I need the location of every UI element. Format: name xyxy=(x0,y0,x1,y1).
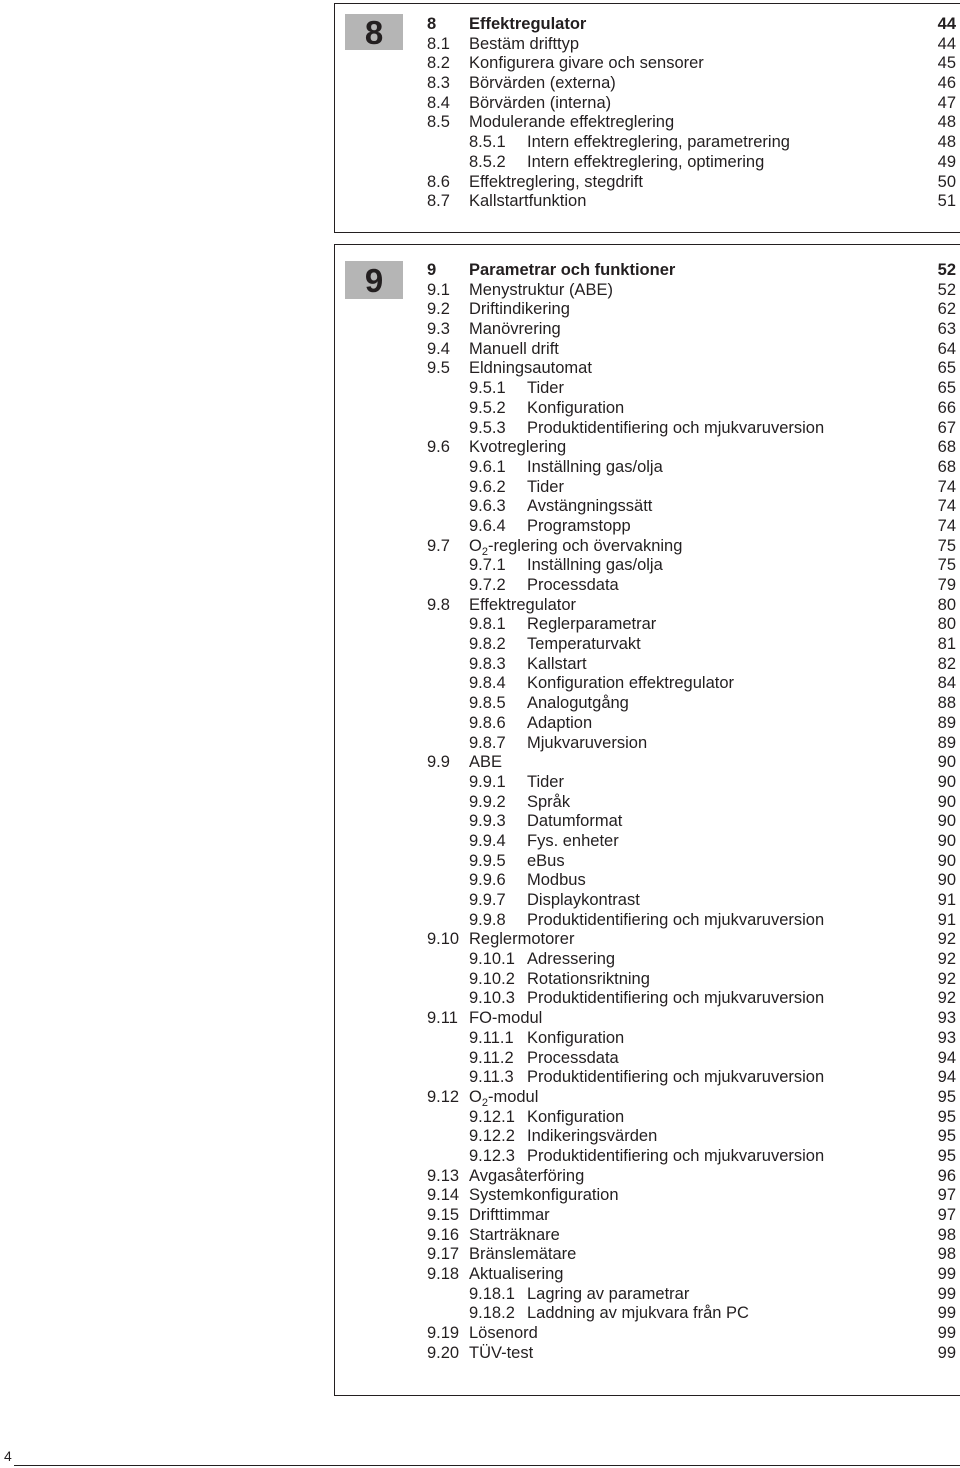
toc-entry-title: Adressering xyxy=(527,950,616,969)
toc-entry[interactable] xyxy=(427,133,956,153)
toc-entry-page: 74 xyxy=(937,497,956,516)
toc-entry-page: 89 xyxy=(937,713,956,732)
toc-entry-number: 9.14 xyxy=(427,1186,460,1205)
toc-entry[interactable] xyxy=(427,1344,956,1364)
toc-entry[interactable] xyxy=(427,970,956,990)
toc-entry-page: 44 xyxy=(937,15,956,33)
toc-entry[interactable] xyxy=(427,54,956,74)
toc-entry-number: 9.9.5 xyxy=(469,851,506,870)
toc-entry-title: Indikeringsvärden xyxy=(527,1127,658,1146)
toc-entry-page: 97 xyxy=(937,1206,956,1224)
toc-entry-number: 9.5 xyxy=(427,359,450,378)
toc-entry-title-prefix: O xyxy=(469,536,482,555)
toc-entry-title: Modulerande effektreglering xyxy=(469,113,675,132)
toc-entry-number: 9.5.2 xyxy=(469,398,506,417)
toc-entry[interactable] xyxy=(427,1186,956,1206)
toc-entry-page: 96 xyxy=(937,1166,956,1185)
toc-entry-page: 94 xyxy=(937,1068,956,1087)
toc-entry-page: 65 xyxy=(937,359,956,378)
toc-entry-page: 97 xyxy=(937,1186,956,1205)
toc-entry-title: Effektreglering, stegdrift xyxy=(469,172,643,191)
toc-entry-page: 75 xyxy=(937,556,956,575)
toc-entry-title: Kvotreglering xyxy=(469,438,567,457)
toc-entry-page: 90 xyxy=(937,772,956,791)
toc-entry-number: 9.9 xyxy=(427,753,450,772)
toc-entry-number: 9.9.2 xyxy=(469,792,506,811)
toc-chapter-heading[interactable] xyxy=(427,261,956,281)
toc-entry-number: 9.8.3 xyxy=(469,654,506,673)
toc-entry[interactable] xyxy=(427,1147,956,1167)
toc-entry[interactable] xyxy=(427,576,956,596)
toc-entry[interactable] xyxy=(427,497,956,517)
toc-entry-page: 92 xyxy=(937,969,956,988)
chapter-tab: 8 xyxy=(345,14,403,50)
toc-entry[interactable] xyxy=(427,635,956,655)
toc-entry-page: 80 xyxy=(937,615,956,634)
toc-entry[interactable] xyxy=(427,1245,956,1265)
toc-entry-page: 74 xyxy=(937,477,956,496)
toc-entry-number: 9.10 xyxy=(427,930,460,949)
toc-entry[interactable] xyxy=(427,655,956,675)
toc-entry[interactable] xyxy=(427,379,956,399)
toc-entry-title: Manövrering xyxy=(469,320,561,339)
toc-entry-page: 45 xyxy=(937,54,956,73)
toc-entry-page: 99 xyxy=(937,1304,956,1323)
toc-entry[interactable] xyxy=(427,753,956,773)
toc-entry[interactable] xyxy=(427,1226,956,1246)
toc-entry-title: Kallstartfunktion xyxy=(469,192,587,211)
toc-entry-number: 9.2 xyxy=(427,300,450,319)
toc-entry-title: Lagring av parametrar xyxy=(527,1284,690,1303)
toc-entry-page: 92 xyxy=(937,989,956,1008)
toc-entry-number: 9.9.3 xyxy=(469,812,506,831)
toc-entry-page: 52 xyxy=(937,261,956,279)
toc-entry-number: 9.7 xyxy=(427,536,450,555)
toc-entry-title: FO-modul xyxy=(469,1009,543,1028)
toc-entry-number: 9.7.1 xyxy=(469,556,506,575)
toc-entry-number: 8 xyxy=(427,15,437,33)
toc-entry-page: 52 xyxy=(937,280,956,299)
toc-entry-title-subscript: 2 xyxy=(481,1096,488,1109)
chapter-tab: 9 xyxy=(345,261,403,299)
toc-entry-number: 9.4 xyxy=(427,339,450,358)
toc-entry[interactable] xyxy=(427,359,956,379)
toc-entry-title-text: -reglering och övervakning xyxy=(487,536,683,555)
toc-entry-title: Intern effektreglering, optimering xyxy=(527,152,765,171)
toc-entry-number: 9.11.2 xyxy=(469,1048,514,1067)
toc-entry-page: 90 xyxy=(937,753,956,772)
toc-entry-title: eBus xyxy=(527,851,565,870)
toc-entry-title: Modbus xyxy=(527,871,586,890)
toc-entry-page: 90 xyxy=(937,831,956,850)
toc-entry-number: 9.5.3 xyxy=(469,418,506,437)
toc-entry-title: Adaption xyxy=(527,713,593,732)
toc-entry-number: 9.8.1 xyxy=(469,615,506,634)
toc-entry-number: 9.7.2 xyxy=(469,576,506,594)
toc-entry[interactable] xyxy=(427,281,956,301)
toc-entry-title: Produktidentifiering och mjukvaruversion xyxy=(527,989,825,1008)
toc-entry-title: Aktualisering xyxy=(469,1265,564,1284)
toc-entry-number: 9.11 xyxy=(427,1009,458,1028)
toc-entry[interactable] xyxy=(427,438,956,458)
toc-entry-title-prefix: O xyxy=(469,1087,482,1106)
toc-entry-title: Reglerparametrar xyxy=(527,615,657,634)
toc-entry[interactable] xyxy=(427,478,956,498)
toc-entry-page: 93 xyxy=(937,1009,956,1028)
toc-entry[interactable] xyxy=(427,419,956,439)
toc-entry[interactable] xyxy=(427,74,956,94)
toc-entry-page: 82 xyxy=(937,654,956,673)
toc-entry-title: Konfigurera givare och sensorer xyxy=(469,54,704,73)
toc-entry[interactable] xyxy=(427,1108,956,1128)
toc-entry[interactable] xyxy=(427,773,956,793)
toc-entry-number: 9.6.4 xyxy=(469,516,506,535)
toc-entry[interactable] xyxy=(427,714,956,734)
toc-entry-title: Tider xyxy=(527,379,564,398)
toc-entry-page: 51 xyxy=(937,192,956,211)
toc-entry-page: 48 xyxy=(937,113,956,132)
toc-entry-number: 9.6 xyxy=(427,438,450,457)
toc-entry[interactable] xyxy=(427,1029,956,1049)
toc-entry-number: 8.2 xyxy=(427,54,450,73)
toc-entry-number: 9.18.1 xyxy=(469,1284,515,1303)
toc-entry-page: 95 xyxy=(937,1107,956,1126)
toc-entry-page: 81 xyxy=(937,635,956,654)
toc-entry[interactable] xyxy=(427,793,956,813)
toc-entry-number: 8.5 xyxy=(427,113,450,132)
toc-list xyxy=(427,15,956,212)
toc-entry[interactable] xyxy=(427,35,956,55)
toc-entry-title: Programstopp xyxy=(527,516,631,535)
toc-entry[interactable] xyxy=(427,192,956,212)
toc-entry-number: 9.13 xyxy=(427,1166,460,1185)
toc-entry[interactable] xyxy=(427,734,956,754)
toc-entry-title: Inställning gas/olja xyxy=(527,457,663,476)
toc-entry-title: Processdata xyxy=(527,576,619,594)
toc-entry-number: 9.19 xyxy=(427,1324,460,1343)
toc-entry-number: 9.8.5 xyxy=(469,694,506,713)
toc-entry[interactable] xyxy=(427,615,956,635)
toc-entry-number: 9.15 xyxy=(427,1206,460,1224)
toc-entry-title: Starträknare xyxy=(469,1225,560,1244)
toc-entry[interactable] xyxy=(427,458,956,478)
toc-entry-page: 95 xyxy=(937,1087,956,1106)
toc-entry-page: 98 xyxy=(937,1225,956,1244)
toc-entry-page: 88 xyxy=(937,694,956,713)
toc-entry-page: 44 xyxy=(937,34,956,53)
toc-entry-title: Driftindikering xyxy=(469,300,570,319)
toc-entry-number: 9.16 xyxy=(427,1225,460,1244)
toc-entry-number: 9.6.2 xyxy=(469,477,506,496)
toc-entry-title: Produktidentifiering och mjukvaruversion xyxy=(527,1068,825,1087)
toc-entry[interactable] xyxy=(427,694,956,714)
toc-entry-title: Drifttimmar xyxy=(469,1206,550,1224)
toc-entry-title: Konfiguration xyxy=(527,1028,625,1047)
toc-entry-title: Konfiguration xyxy=(527,1107,625,1126)
toc-entry-title: Tider xyxy=(527,772,564,791)
toc-entry-page: 93 xyxy=(937,1028,956,1047)
toc-entry[interactable] xyxy=(427,1088,956,1108)
toc-entry-page: 79 xyxy=(937,576,956,594)
toc-entry[interactable] xyxy=(427,1009,956,1029)
toc-entry-number: 9.9.7 xyxy=(469,891,506,909)
toc-entry[interactable] xyxy=(427,852,956,872)
toc-entry-page: 94 xyxy=(937,1048,956,1067)
toc-entry-page: 98 xyxy=(937,1245,956,1264)
toc-entry-number: 9 xyxy=(427,261,437,279)
toc-entry-title: Produktidentifiering och mjukvaruversion xyxy=(527,1146,825,1165)
toc-entry-page: 91 xyxy=(937,891,956,909)
toc-entry-page: 68 xyxy=(937,457,956,476)
toc-entry-number: 9.9.4 xyxy=(469,831,506,850)
toc-entry[interactable] xyxy=(427,832,956,852)
toc-entry-title: Reglermotorer xyxy=(469,930,575,949)
toc-entry-page: 91 xyxy=(937,910,956,929)
toc-entry[interactable] xyxy=(427,1324,956,1344)
toc-entry-page: 90 xyxy=(937,812,956,831)
toc-entry-title: TÜV-test xyxy=(469,1343,534,1362)
toc-entry-number: 9.11.1 xyxy=(469,1028,514,1047)
toc-entry-page: 63 xyxy=(937,320,956,339)
toc-entry-title: Produktidentifiering och mjukvaruversion xyxy=(527,418,825,437)
toc-entry-number: 9.10.2 xyxy=(469,969,515,988)
toc-entry-page: 99 xyxy=(937,1265,956,1284)
toc-entry-page: 80 xyxy=(937,595,956,614)
toc-entry-number: 9.12.3 xyxy=(469,1146,515,1165)
toc-entry-title: Avgasåterföring xyxy=(469,1166,585,1185)
toc-entry-number: 9.8.2 xyxy=(469,635,506,654)
toc-entry-page: 92 xyxy=(937,950,956,969)
toc-entry-title: ABE xyxy=(469,753,503,772)
toc-entry-number: 8.5.2 xyxy=(469,152,506,171)
page-number: 4 xyxy=(4,1448,12,1464)
toc-list xyxy=(427,261,956,1364)
toc-entry[interactable] xyxy=(427,950,956,970)
toc-entry-page: 68 xyxy=(937,438,956,457)
toc-entry-number: 9.9.1 xyxy=(469,772,506,791)
toc-entry[interactable] xyxy=(427,1127,956,1147)
toc-entry[interactable] xyxy=(427,891,956,911)
toc-entry-title: Menystruktur (ABE) xyxy=(469,280,613,299)
toc-entry-title: Datumformat xyxy=(527,812,623,831)
toc-entry-number: 9.18.2 xyxy=(469,1304,515,1323)
toc-entry-title: Analogutgång xyxy=(527,694,629,713)
toc-entry-number: 9.9.6 xyxy=(469,871,506,890)
toc-entry-number: 9.10.1 xyxy=(469,950,515,969)
toc-entry[interactable] xyxy=(427,911,956,931)
toc-entry-title: Parametrar och funktioner xyxy=(469,261,676,279)
toc-entry-number: 8.3 xyxy=(427,74,450,93)
toc-entry[interactable] xyxy=(427,517,956,537)
toc-entry-number: 9.12.2 xyxy=(469,1127,515,1146)
toc-entry-number: 9.6.3 xyxy=(469,497,506,516)
toc-entry-number: 9.9.8 xyxy=(469,910,506,929)
toc-entry[interactable] xyxy=(427,153,956,173)
toc-entry-number: 9.12 xyxy=(427,1087,460,1106)
chapter-8-section xyxy=(334,3,960,233)
toc-entry[interactable] xyxy=(427,930,956,950)
toc-entry[interactable] xyxy=(427,674,956,694)
toc-entry-title: Mjukvaruversion xyxy=(527,733,648,752)
toc-entry[interactable] xyxy=(427,399,956,419)
toc-entry-number: 8.7 xyxy=(427,192,450,211)
toc-entry-page: 48 xyxy=(937,133,956,152)
toc-entry-page: 99 xyxy=(937,1284,956,1303)
toc-entry-title-text: -modul xyxy=(487,1087,539,1106)
toc-entry-number: 9.5.1 xyxy=(469,379,506,398)
toc-entry-title: Fys. enheter xyxy=(527,831,619,850)
toc-entry-title: Eldningsautomat xyxy=(469,359,592,378)
toc-entry[interactable] xyxy=(427,300,956,320)
toc-entry[interactable] xyxy=(427,1206,956,1226)
toc-entry-number: 9.6.1 xyxy=(469,457,506,476)
toc-entry-page: 99 xyxy=(937,1343,956,1362)
toc-entry-number: 9.8.7 xyxy=(469,733,506,752)
toc-entry[interactable] xyxy=(427,1285,956,1305)
toc-entry[interactable] xyxy=(427,1265,956,1285)
toc-entry-number: 9.11.3 xyxy=(469,1068,514,1087)
toc-entry[interactable] xyxy=(427,1049,956,1069)
toc-entry-title: Laddning av mjukvara från PC xyxy=(527,1304,749,1323)
toc-entry-title: Tider xyxy=(527,477,564,496)
toc-entry-page: 99 xyxy=(937,1324,956,1343)
toc-entry[interactable] xyxy=(427,113,956,133)
toc-entry-title: Systemkonfiguration xyxy=(469,1186,619,1205)
toc-entry-number: 8.5.1 xyxy=(469,133,506,152)
toc-entry-title: Konfiguration effektregulator xyxy=(527,674,734,693)
toc-entry-title xyxy=(469,1088,538,1108)
toc-entry-page: 67 xyxy=(937,418,956,437)
toc-entry-page: 65 xyxy=(937,379,956,398)
toc-entry-title: Intern effektreglering, parametrering xyxy=(527,133,790,152)
toc-entry-page: 84 xyxy=(937,674,956,693)
toc-entry-page: 90 xyxy=(937,851,956,870)
toc-entry-page: 95 xyxy=(937,1146,956,1165)
toc-entry[interactable] xyxy=(427,1304,956,1324)
toc-entry-number: 9.12.1 xyxy=(469,1107,515,1126)
toc-entry-page: 90 xyxy=(937,792,956,811)
toc-entry-number: 9.1 xyxy=(427,280,450,299)
footer-divider xyxy=(14,1465,960,1466)
toc-entry-title: Avstängningssätt xyxy=(527,497,653,516)
toc-entry[interactable] xyxy=(427,812,956,832)
toc-entry-page: 95 xyxy=(937,1127,956,1146)
toc-entry-title: Bränslemätare xyxy=(469,1245,577,1264)
toc-entry-title: Produktidentifiering och mjukvaruversion xyxy=(527,910,825,929)
toc-entry-title: Manuell drift xyxy=(469,339,559,358)
toc-entry-title: Displaykontrast xyxy=(527,891,640,909)
toc-entry-page: 92 xyxy=(937,930,956,949)
toc-entry-number: 9.8.4 xyxy=(469,674,506,693)
toc-entry-page: 89 xyxy=(937,733,956,752)
toc-entry-title: Rotationsriktning xyxy=(527,969,650,988)
toc-entry[interactable] xyxy=(427,596,956,616)
toc-entry-number: 9.20 xyxy=(427,1343,460,1362)
toc-entry[interactable] xyxy=(427,94,956,114)
toc-entry-number: 8.6 xyxy=(427,172,450,191)
toc-entry-title: Konfiguration xyxy=(527,398,625,417)
toc-entry-page: 66 xyxy=(937,398,956,417)
toc-entry[interactable] xyxy=(427,989,956,1009)
toc-entry[interactable] xyxy=(427,871,956,891)
toc-entry-page: 64 xyxy=(937,339,956,358)
toc-entry-title: Börvärden (interna) xyxy=(469,93,612,112)
toc-entry-number: 9.3 xyxy=(427,320,450,339)
toc-entry-title: Processdata xyxy=(527,1048,619,1067)
toc-entry-title xyxy=(469,537,682,557)
toc-entry-page: 50 xyxy=(937,172,956,191)
toc-entry-title: Effektregulator xyxy=(469,15,587,33)
toc-entry[interactable] xyxy=(427,537,956,557)
toc-entry-title-subscript: 2 xyxy=(481,545,488,558)
toc-entry-title: Lösenord xyxy=(469,1324,538,1343)
toc-entry-number: 9.10.3 xyxy=(469,989,515,1008)
toc-entry-number: 9.17 xyxy=(427,1245,460,1264)
toc-entry[interactable] xyxy=(427,1068,956,1088)
toc-entry-title: Inställning gas/olja xyxy=(527,556,663,575)
toc-entry-page: 49 xyxy=(937,152,956,171)
toc-entry-page: 90 xyxy=(937,871,956,890)
toc-entry-page: 74 xyxy=(937,516,956,535)
toc-entry-number: 9.8 xyxy=(427,595,450,614)
toc-entry-page: 62 xyxy=(937,300,956,319)
toc-entry-title: Börvärden (externa) xyxy=(469,74,616,93)
toc-entry-page: 46 xyxy=(937,74,956,93)
toc-entry-title: Språk xyxy=(527,792,571,811)
toc-entry-title: Bestäm drifttyp xyxy=(469,34,580,53)
toc-entry[interactable] xyxy=(427,320,956,340)
toc-entry-title: Effektregulator xyxy=(469,595,577,614)
toc-entry-title: Temperaturvakt xyxy=(527,635,641,654)
chapter-9-section xyxy=(334,244,960,1396)
toc-entry-page: 47 xyxy=(937,93,956,112)
toc-entry-number: 9.8.6 xyxy=(469,713,506,732)
toc-entry[interactable] xyxy=(427,340,956,360)
toc-entry[interactable] xyxy=(427,556,956,576)
toc-entry-page: 75 xyxy=(937,536,956,555)
toc-entry[interactable] xyxy=(427,173,956,193)
toc-entry-number: 9.18 xyxy=(427,1265,460,1284)
toc-entry-number: 8.4 xyxy=(427,93,450,112)
toc-chapter-heading[interactable] xyxy=(427,15,956,35)
toc-entry-title: Kallstart xyxy=(527,654,587,673)
toc-entry[interactable] xyxy=(427,1167,956,1187)
toc-entry-number: 8.1 xyxy=(427,34,450,53)
